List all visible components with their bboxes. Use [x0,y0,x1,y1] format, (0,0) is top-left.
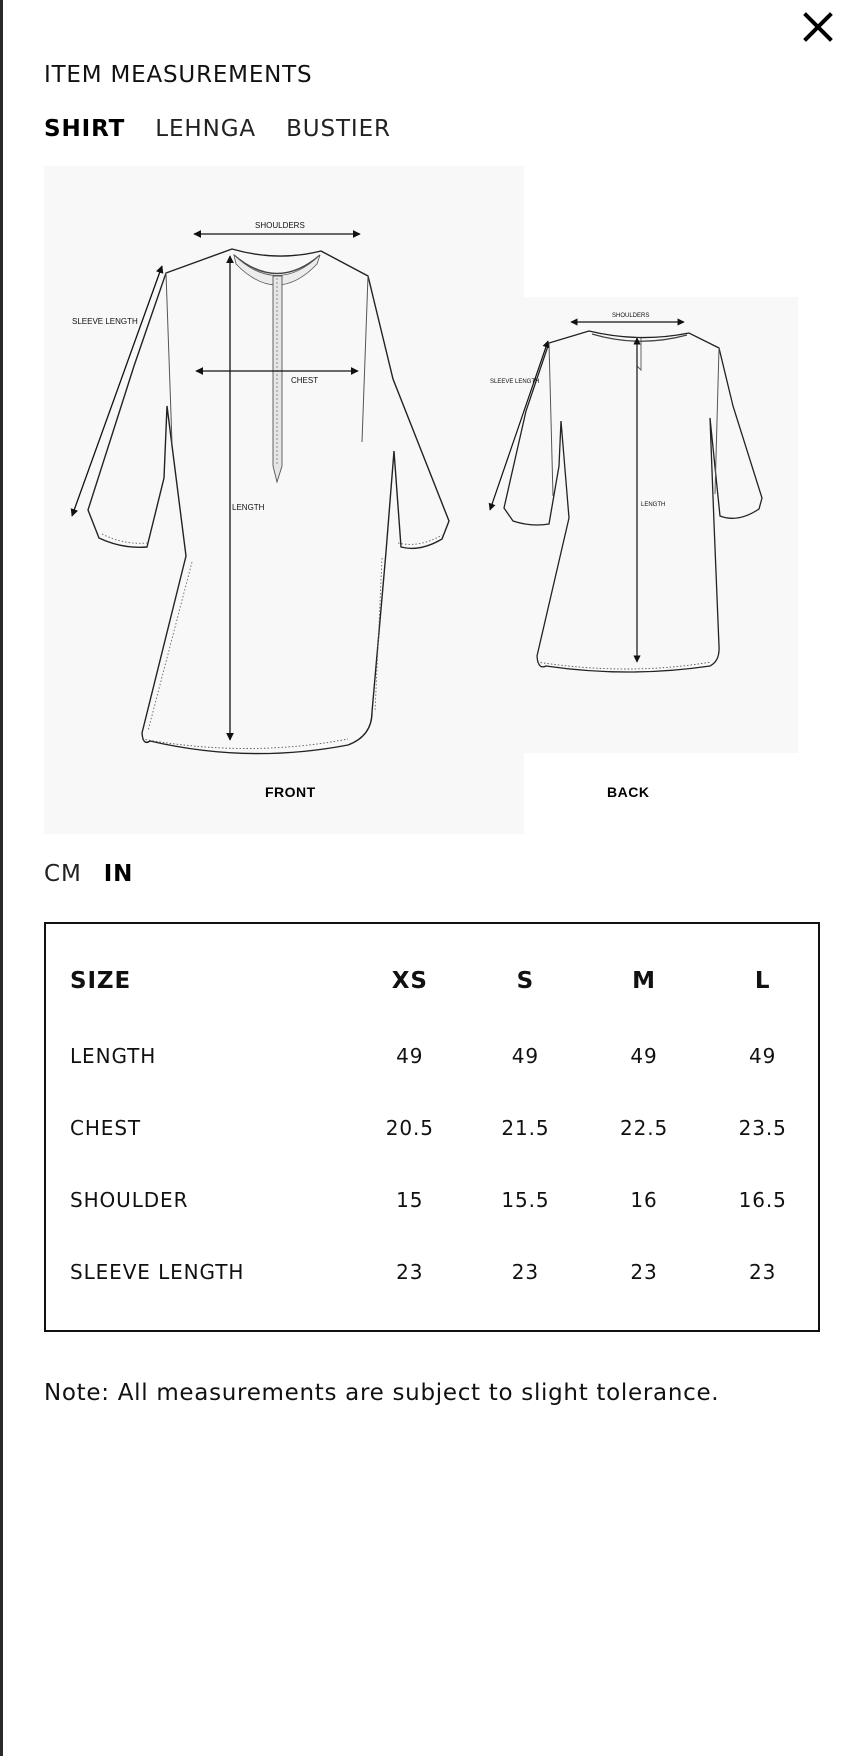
table-cell: 22.5 [619,1116,669,1140]
row-label: SLEEVE LENGTH [70,1260,245,1284]
table-header-row [70,942,822,1020]
modal-title: ITEM MEASUREMENTS [44,62,313,88]
table-cell: 20.5 [385,1116,434,1140]
back-measure-lines [490,322,684,662]
back-shirt-drawing [504,331,762,672]
table-cell: 49 [511,1044,540,1068]
header-l: L [754,968,771,994]
table-cell: 49 [396,1044,424,1068]
measurement-diagram [44,166,804,834]
close-icon [803,12,833,42]
front-measure-lines [72,234,360,740]
table-cell: 23 [749,1260,777,1284]
unit-toggle [44,861,133,887]
modal-left-border [0,0,3,1756]
table-cell: 23 [630,1260,658,1284]
table-cell: 15.5 [501,1188,550,1212]
back-caption: BACK [607,784,650,800]
table-row [70,1236,822,1308]
tab-lehnga[interactable]: LEHNGA [155,116,257,142]
front-sleeve-length-label: SLEEVE LENGTH [72,317,138,326]
unit-cm[interactable]: CM [44,861,82,887]
tolerance-note: Note: All measurements are subject to slight tolerance. [44,1380,720,1406]
table-row [70,1164,822,1236]
table-cell: 23.5 [738,1116,787,1140]
back-length-label: LENGTH [641,502,666,508]
close-button[interactable] [797,6,839,48]
table-cell: 21.5 [501,1116,550,1140]
tab-bustier[interactable]: BUSTIER [286,116,391,142]
header-s: S [516,968,535,994]
front-shirt-drawing [88,249,449,754]
row-label: LENGTH [70,1044,157,1068]
row-label: CHEST [70,1116,142,1140]
table-cell: 15 [396,1188,424,1212]
back-shoulders-label: SHOULDERS [612,313,650,319]
front-length-label: LENGTH [232,503,265,512]
table-cell: 49 [749,1044,777,1068]
size-table [70,942,822,1308]
front-shoulders-label: SHOULDERS [255,221,305,230]
tab-shirt[interactable]: SHIRT [44,116,126,142]
front-caption: FRONT [265,784,316,800]
header-m: M [632,968,656,994]
table-cell: 23 [511,1260,540,1284]
header-size: SIZE [70,968,132,994]
unit-in[interactable]: IN [103,861,134,887]
size-chart [44,922,820,1332]
table-cell: 16 [630,1188,658,1212]
back-sleeve-length-label: SLEEVE LENGTH [490,379,540,385]
header-xs: XS [391,968,428,994]
table-cell: 49 [630,1044,658,1068]
table-cell: 16.5 [738,1188,787,1212]
front-chest-label: CHEST [291,376,319,385]
row-label: SHOULDER [70,1188,189,1212]
table-cell: 23 [396,1260,424,1284]
garment-tabs [44,116,391,142]
table-row [70,1092,822,1164]
table-row [70,1020,822,1092]
